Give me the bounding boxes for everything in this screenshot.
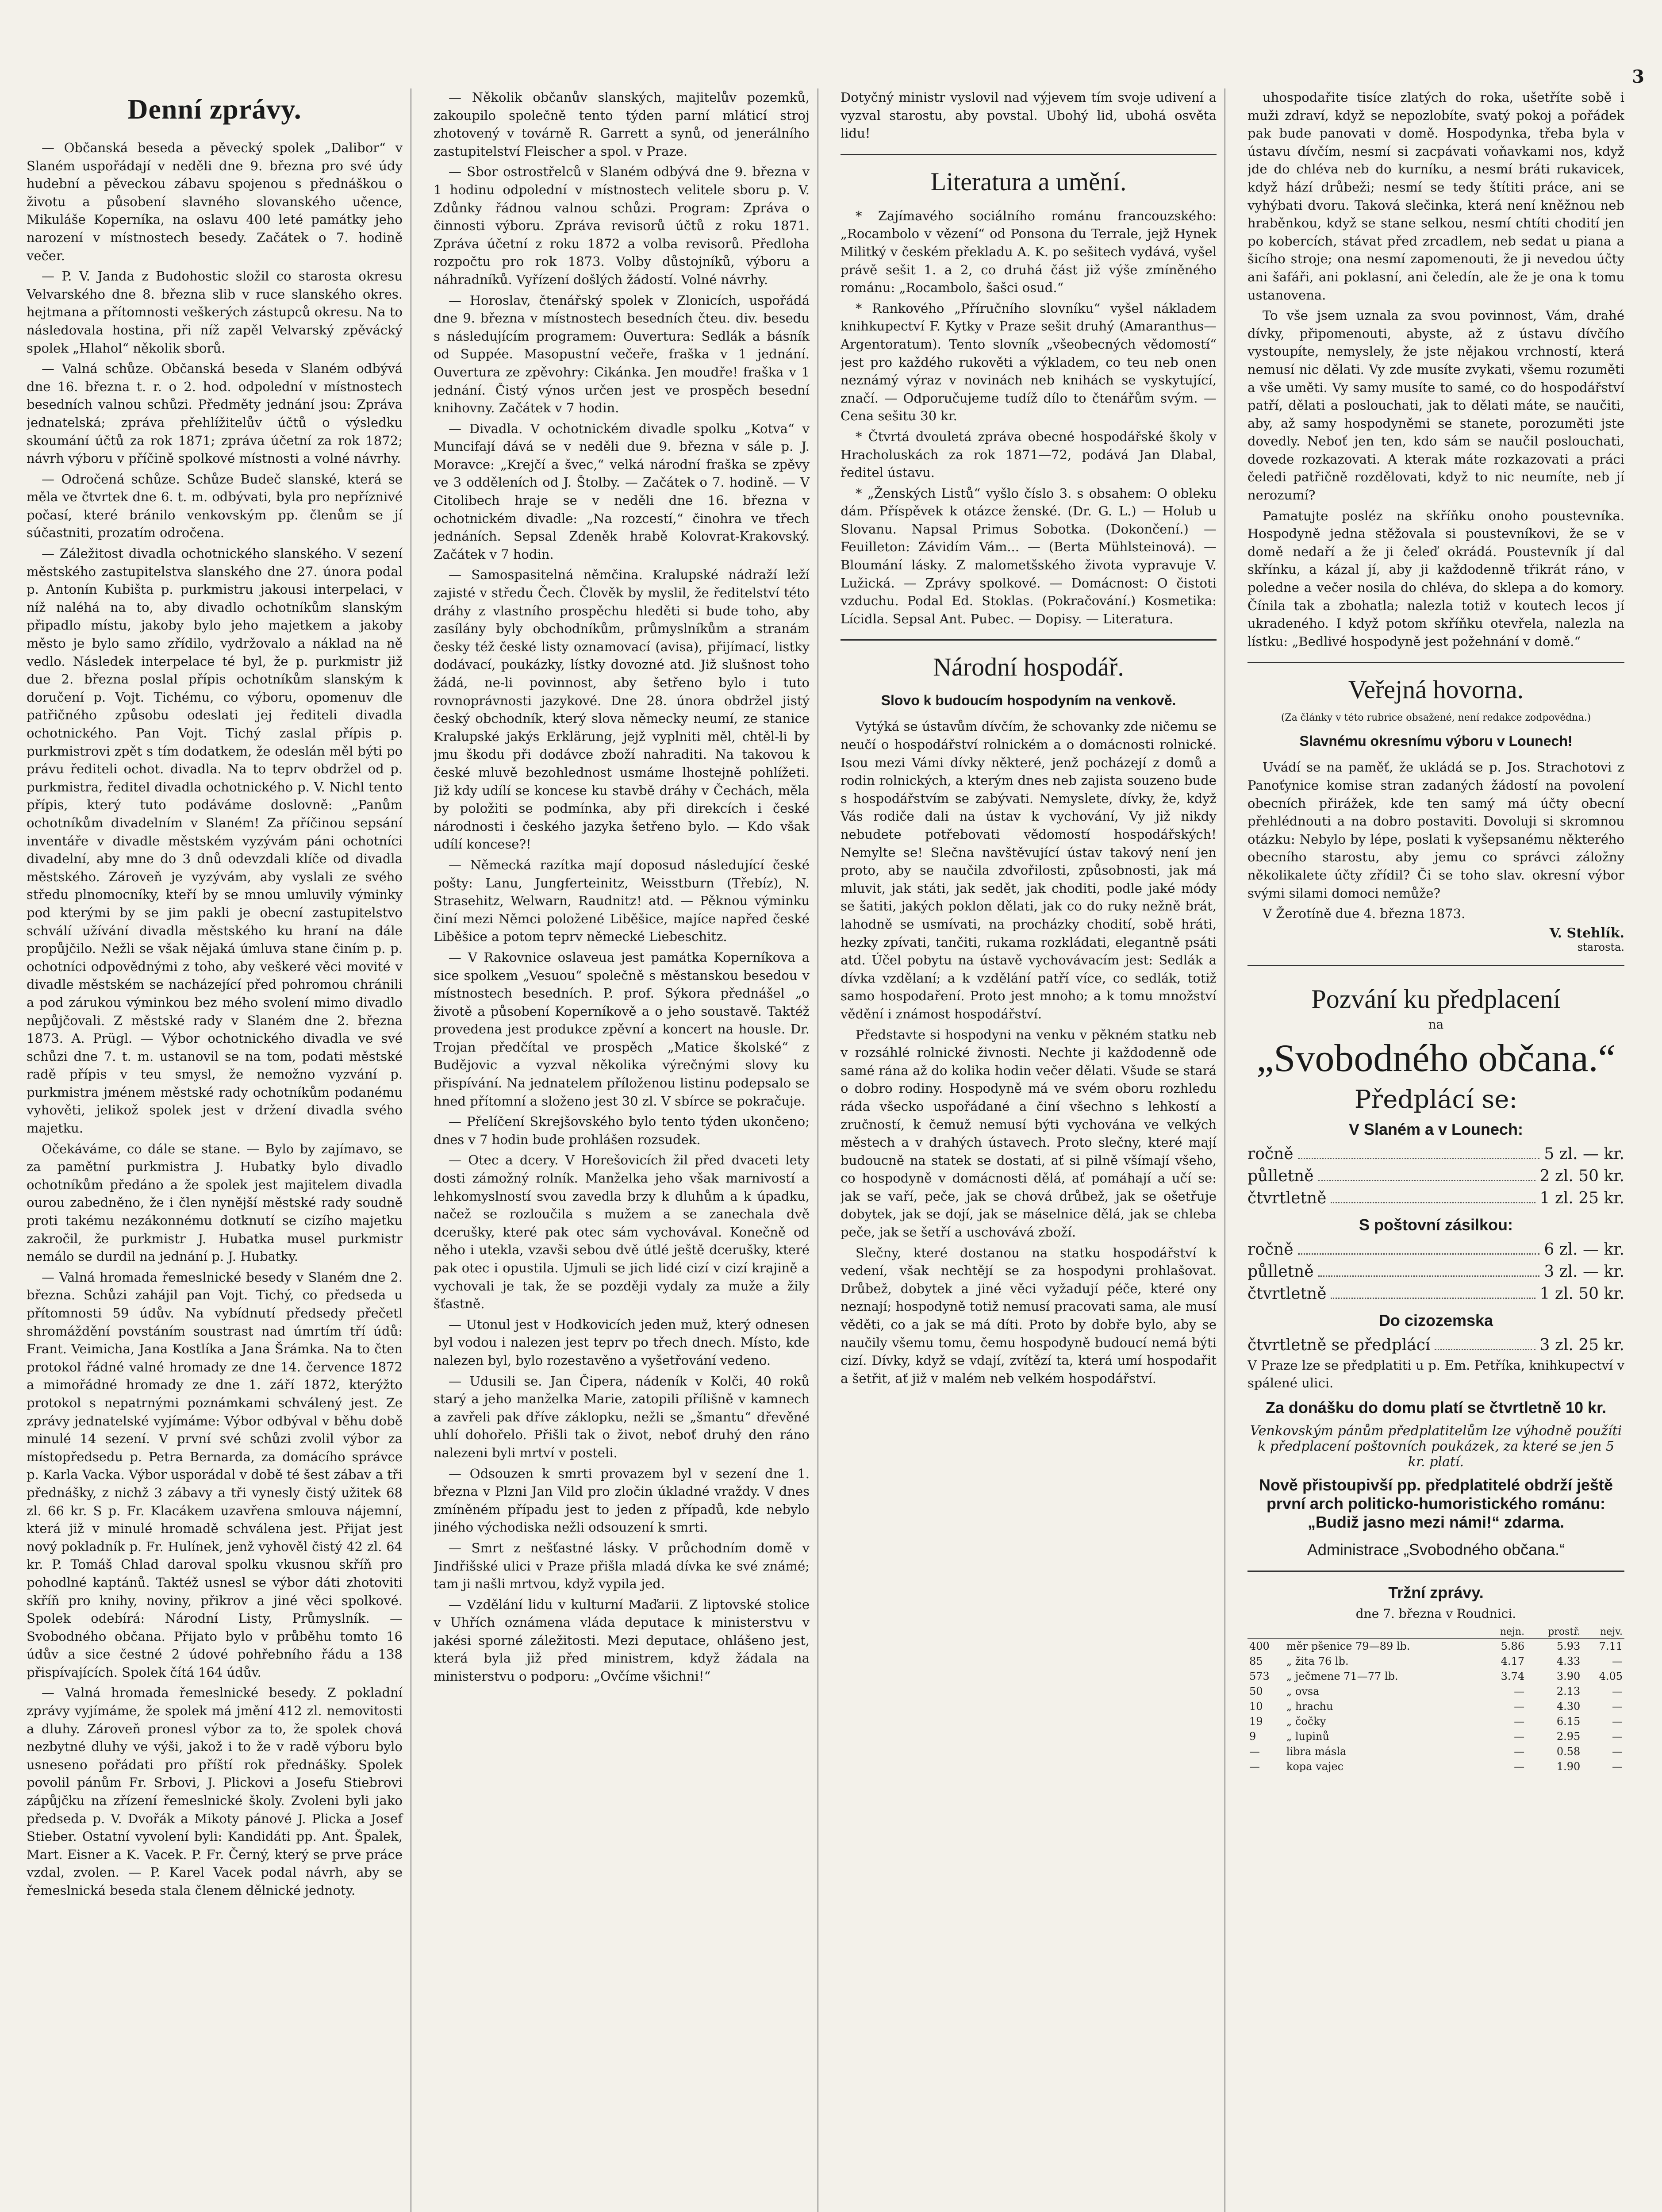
market-cell: — xyxy=(1514,1730,1525,1743)
market-cell: — xyxy=(1612,1700,1623,1713)
market-cell: „ hrachu xyxy=(1286,1700,1333,1713)
price-period: ročně xyxy=(1247,1240,1294,1259)
market-cell: „ čočky xyxy=(1286,1715,1326,1728)
price-row xyxy=(1247,1187,1624,1210)
subscription-ad xyxy=(1247,984,1624,1559)
market-cell: — xyxy=(1612,1760,1623,1773)
section-heading-verejna-hovorna: Veřejná hovorna. xyxy=(1348,675,1524,704)
news-item: — Valná hromada řemeslnické besedy v Slaném dne 2. března. Schůzi zahájil pan Vojt. Tichý, co předseda u přítomnosti 59 údův. Na vybídnutí předsedy přečetl shromáždění povstáním soustrast nad úmrtím tří údů: Frant. Veimicha, Jana Kostlíka a Jana Šrámka. Na to čten protokol řádné valné hromady ze dne 14. července 1872 a mimořádné hromady ze dne 1. září 1872, kterýžto protokol s nepatrnými poznámkami schválený jest. Ze zprávy jednatelské vyjímáme: Výbor odbýval v běhu době minulé 14 sezení. V první své schůzi zvolil výbor za místopředsedu p. Petra Bernarda, za domácího správce p. Karla Vacka. Výbor usporádal v době té šest zábav a tři přednášky, z nichž 3 zábavy a tři vynesly čistý užitek 68 zl. 66 kr. S p. Fr. Klacákem uzavřena smlouva nájemní, která již v minulé hromadě schválena jest. Přijat jest nový pokladník p. Fr. Hulínek, jenž vyhověl čistý 42 zl. 64 kr. P. Tomáš Chlad daroval spolku vkusnou skříň pro pohodlné kaptánů. Taktéž usnesl se výbor dáti zhotoviti skříň pro knihy, noviny, přikrov a jiné věci spolkové. Spolek odebírá: Národní Listy, Průmyslník. — Svobodného občana. Přijato bylo v průběhu tomto 16 údův a sice čestné 2 údové pohřebního řádu a 138 přispívajících. Spolek čítá 164 údův. xyxy=(27,1269,403,1680)
news-item: — Horoslav, čtenářský spolek v Zlonicích, uspořádá dne 9. března v místnostech besedních čteu. div. besedu s následujícím programem: Ouvertura: Sedlák a básník od Suppée. Masopustní večeře, fraška v 1 jednání. Ouvertura ze zpěvohry: Cikánka. Jen moudře! fraška v 1 jednání. Čistý výnos určen jest ve prospěch besední knihovny. Začátek v 7 hodin. xyxy=(434,292,810,416)
news-item: — Valná hromada řemeslnické besedy. Z pokladní zprávy vyjímáme, že spolek má jmění 412 zl. nemovitosti a dluhy. Zároveň pronesl výbor za to, že spolek chová nezbytné dluhy ve výši, jakož i to že v radě výboru bylo usneseno pořádati pro příští rok přednášky. Spolek povolil pánům Fr. Srbovi, J. Plickovi a Josefu Stiebrovi zápůjčku na zřízení řemeslnické školy. Zvoleni byli jako předseda p. V. Dvořák a Mikoty pánové J. Plicka a Josef Stieber. Ostatní vyvolení byli: Kandidáti pp. Ant. Špalek, Mart. Eisner a K. Vacek. P. Fr. Černý, který se prve práce vzdal, zvolen. — P. Karel Vacek podal návrh, aby se řemeslnická beseda stala členem dělnické jednoty. xyxy=(27,1685,403,1898)
news-item: — Divadla. V ochotnickém divadle spolku „Kotva“ v Muncifají dává se v neděli due 9. března v sále p. J. Moravce: „Krejčí a švec,“ velká národní fraška se zpěvy ve 3 odděleních od J. Štolby. — Začátek o 7. hodině. — V Citolibech hraje se v neděli dne 16. března v ochotnickém divadle: „Na rozcestí,“ činohra ve třech jednáních. Sepsal Zdeněk hrabě Kolovrat-Krakovský. Začátek v 7 hodin. xyxy=(434,421,810,562)
market-cell: 4.33 xyxy=(1556,1655,1581,1667)
letter-date: V Žerotíně due 4. března 1873. xyxy=(1263,906,1466,922)
market-cell: 6.15 xyxy=(1556,1715,1581,1728)
market-cell: 4.05 xyxy=(1599,1670,1623,1682)
economy-article-continued xyxy=(1247,88,1624,650)
news-item: — Udusili se. Jan Čipera, nádeník v Kolči, 40 roků starý a jeho manželka Marie, zatopili přílišně v kamnech a zavřeli pak dříve záklopku, nežli se „šmantu“ dřevěné uhlí dohořelo. Přišli tak o život, neboť druhý den ráno nalezeni byli mrtví v posteli. xyxy=(434,1373,810,1460)
market-row xyxy=(1247,1759,1624,1774)
market-row xyxy=(1247,1714,1624,1729)
price-row xyxy=(1247,1239,1624,1261)
divider xyxy=(841,639,1217,641)
news-item: — Přelíčení Skrejšovského bylo tento týden ukončeno; dnes v 7 hodin bude prohlášen rozsudek. xyxy=(434,1114,810,1147)
ad-newspaper-name: „Svobodného občana.“ xyxy=(1256,1037,1616,1080)
price-amount: 1 zl. 25 kr. xyxy=(1539,1189,1624,1207)
newspaper-page xyxy=(27,88,1632,2212)
column-2 xyxy=(434,88,818,2212)
price-amount: 5 zl. — kr. xyxy=(1544,1144,1624,1163)
market-cell: 50 xyxy=(1249,1685,1263,1697)
ad-section-abroad: Do cizozemska xyxy=(1378,1311,1493,1329)
leader-dots xyxy=(1298,1143,1540,1159)
market-cell: — xyxy=(1612,1685,1623,1697)
price-period: ročně xyxy=(1247,1144,1294,1163)
price-amount: 3 zl. 25 kr. xyxy=(1539,1336,1624,1354)
market-cell: 4.17 xyxy=(1501,1655,1525,1667)
divider xyxy=(841,154,1217,155)
market-row xyxy=(1247,1699,1624,1714)
literature-item: * Zajímavého sociálního románu francouzského: „Rocambolo v vězení“ od Ponsona du Terrale, jejž Hynek Militký v českém překladu A. K. po sešitech vydává, vyšel právě sešit 1. a 2, co druhá část již výše zmíněného románu: „Rocambolo, šašci osud.“ xyxy=(841,208,1217,296)
market-row xyxy=(1247,1744,1624,1759)
leader-dots xyxy=(1331,1187,1535,1203)
editorial-note: (Za články v této rubrice obsažené, není redakce zodpovědna.) xyxy=(1281,712,1591,724)
column-1 xyxy=(27,88,411,2212)
market-table-body xyxy=(1247,1638,1624,1774)
letter-signature: V. Stehlík. xyxy=(1549,925,1624,941)
market-cell: — xyxy=(1612,1655,1623,1667)
market-column-header: prostř. xyxy=(1526,1625,1582,1639)
article-paragraph: Představte si hospodyni na venku v pěkném statku neb v rozsáhlé rolnické živnosti. Nechte ji každodenně ode samé rána až do kolika hodin večer dělati. Všude se stará o dobro rodiny. Hospodyně má ve svém oboru rozhledu ráda všecko uspořádané a činí všechno s lehkostí a zručností, k čemuž nemusí býti vychována ve velkých městech a v drahých ústavech. Proto slečny, které mají budoucně na statek se dostati, ať si pilně všímají všeho, co hospodyně v domácnosti dělá, ať pomáhají a učí se: jak se vaří, peče, jak se chová drůbež, jak se ošetřuje dobytek, jak se dojí, jak se máselnice dělá, jak se chleba peče, jak se šetří a uschovává zboží. xyxy=(841,1027,1217,1240)
market-cell: 3.90 xyxy=(1556,1670,1581,1682)
ad-section-post: S poštovní zásilkou: xyxy=(1359,1215,1513,1234)
news-item: — Občanská beseda a pěvecký spolek „Dalibor“ v Slaném uspořádají v neděli dne 9. března pro své údy hudební a pěveckou zábavu spojenou s přednáškou o životu a působení slavného slovanského učence, Mikuláše Koperníka, na oslavu 400 leté památky jeho narození v místnostech besedy. Začátek o 7. hodině večer. xyxy=(27,140,403,263)
article-paragraph: Slečny, které dostanou na statku hospodářství k vedení, však nechtějí se za hospodyni prohlašovat. Drůbež, dobytek a jiné věci vyžadují péče, které ony neznají; hospodyně totiž nemusí pracovati sama, ale musí věděti, co a jak se má díti. Proto by dobře bylo, aby se naučily všemu tomu, čemu hospodyně budoucí nemá býti cizí. Dívky, když se vdají, zvítězí ta, která umí hospodařit a šetřit, ať již v malém neb velkém hospodářství. xyxy=(841,1245,1217,1386)
literature-item: * „Ženských Listů“ vyšlo číslo 3. s obsahem: O obleku dám. Příspěvek k otázce ženské. (Dr. G. L.) — Holub u Slovanu. Napsal Primus Sobotka. (Dokončení.) — Feuilleton: Závidím Vám... — (Berta Mühlsteinová). — Bloumání lásky. Z malometšského života vypravuje V. Lužická. — Zprávy spolkové. — Domácnost: O čistoti vzduchu. Podal Ed. Stoklas. (Pokračování.) Kosmetika: Lícidla. Sepsal Ant. Pubec. — Dopisy. — Literatura. xyxy=(841,485,1217,626)
leader-dots xyxy=(1298,1239,1540,1255)
ad-title: Pozvání ku předplacení xyxy=(1311,984,1561,1014)
news-items xyxy=(27,139,403,1900)
ad-administrace: Administrace „Svobodného občana.“ xyxy=(1307,1540,1565,1559)
ad-nove: Nově přistoupivší pp. předplatitelé obdrží ještě první arch politicko-humoristického románu: „Budiž jasno mezi námi!“ zdarma. xyxy=(1259,1475,1613,1531)
price-period: čtvrtletně xyxy=(1247,1189,1327,1207)
literature-item: * Čtvrtá dvouletá zpráva obecné hospodářské školy v Hracholuskách za rok 1871—72, podává Jan Dlabal, ředitel ústavu. xyxy=(841,429,1217,480)
price-row xyxy=(1247,1143,1624,1165)
ad-praha: V Praze lze se předplatiti u p. Em. Petříka, knihkupectví v spálené ulici. xyxy=(1247,1357,1624,1391)
price-row xyxy=(1247,1334,1624,1356)
market-cell: „ žita 76 lb. xyxy=(1286,1655,1349,1667)
literature-item: * Rankového „Příručního slovníku“ vyšel nákladem knihkupectví F. Kytky v Praze sešit druhý (Amaranthus—Argentoratum). Tento slovník „všeobecných vědomostí“ jest pro každého rukověti a výkladem, co teu neb onen neznámý výraz v novinách neb knihách se vyskytující, značí. — Odporučujeme tudíž dílo to čtenářům svým. — Cena sešitu 30 kr. xyxy=(841,300,1217,424)
market-cell: — xyxy=(1612,1730,1623,1743)
market-table xyxy=(1247,1625,1624,1774)
ad-donaska: Za donášku do domu platí se čtvrtletně 10 kr. xyxy=(1265,1398,1607,1417)
market-cell: „ lupinů xyxy=(1286,1730,1329,1743)
article-paragraph: To vše jsem uznala za svou povinnost, Vám, drahé dívky, připomenouti, abyste, až z ústavu dívčího vystoupíte, nemyslely, že jste nějakou vrchností, která nemusí nic dělati. Vy zde musíte zvykati, všemu rozuměti a vše uměti. Vy samy musíte to samé, co do hospodářství patří, dělati a poslouchati, jak to dělati máte, se naučiti, aby, až samy hospodyněmi se stanete, porozuměti jste dovedly. Neboť jen ten, kdo sám se naučil poslouchati, dovede rozkazovati. A kterak máte rozkazovati a práci čeledi patřičně rozdělovati, když to nic neumíte, neb jí nerozumí? xyxy=(1247,308,1624,503)
market-cell: 1.90 xyxy=(1556,1760,1581,1773)
price-row xyxy=(1247,1283,1624,1305)
market-cell: 19 xyxy=(1249,1715,1263,1728)
market-row xyxy=(1247,1638,1624,1654)
ad-venkov: Venkovským pánům předplatitelům lze výhodně použíti k předplacení poštovních poukázek, za které se jen 5 kr. platí. xyxy=(1250,1423,1622,1470)
news-item: — Záležitost divadla ochotnického slanského. V sezení městského zastupitelstva slanského dne 27. února podal p. Antonín Kubišta p. purkmistru jakousi interpelaci, v níž naléhá na to, aby divadlo ochotníkům slanským připadlo místu, jakoby bylo jeho majetkem a jakoby město je bylo samo zřídilo, vydržovalo a náklad na ně vedlo. Následek interpelace té byl, že p. purkmistr již due 2. března poslal přípis ochotníkům slanským k doručení p. Vojt. Tichému, co výboru, opomenuv dle patřičného způsobu odeslati jej řediteli divadla ochotnického. Pan Vojt. Tichý zaslal přípis p. purkmistrovi zpět s tím dodatkem, že odeslán měl býti po právu řediteli ochot. divadla. Na to teprv obdržel od p. purkmistra, ředitel divadla ochotnického p. V. Nichl tento přípis, který tuto podáváme doslovně: „Panům ochotníkům divadelním v Slaném! Za příčinou sepsání inventáře v divadle městském vyzývám páni ochotníci divadelní, aby mne do 3 dnů odevzdali klíče od divadla městského. Zároveň je vyzývám, aby vyslali ze svého středu plnomocníky, kteří by se mnou umluvily výminky pod kterými by se jim pakli je obecní zastupitelstvo schválí užívání divadla městského ku hraní na dále propůjčilo. Nežli se však nějaká úmluva stane činím p. p. ochotníci odpovědnými z toho, aby veškeré věci movité v divadle městském se nacházející před pohromou chránili a pod zárukou výminkou bez mého svolení mimo divadlo nepůjčovali. Z městské rady v Slaném dne 2. března 1873. A. Prügl. — Výbor ochotnického divadla ve své schůzi dne 7. t. m. ustanovil se na tom, podati městské radě přípis v teu smysl, že nemožno vyzvání p. purkmistra jménem městské rady ochotníkům podanému vyhověti, jelikož spolek jest v držení divadla svého majetku. xyxy=(27,546,403,1136)
page-number: 3 xyxy=(1632,66,1644,87)
news-item: — Samospasitelná němčina. Kralupské nádraží leží zajisté v středu Čech. Člověk by myslil, že ředitelství této dráhy z vlastního prospěchu hleděti si bude toho, aby zasílány byly obchodníkům, průmyslníkům a stranám česky též české listy oznamovací (avisa), přijímací, listky dodávací, poukázky, lístky dovozné atd. Již slušnost toho žádá, ne-li povinnost, aby šetřeno bylo i tuto rovnoprávnosti jazykové. Dne 28. února obdržel jistý český obchodník, který slova německy neumí, ze stanice Kralupské jakýs Erklärung, jejž vyplniti měl, chtěl-li by jmu škodu při dodávce zboží nahraditi. Na takovou k české mluvě bezohlednost usmáme lhostejně pohlížeti. Již kdy udílí se koncese ku stavbě dráhy v Čechách, měla by položiti se podmínka, aby při direkcích i české národnosti i českého jazyka šetřeno bylo. — Kdo však udílí koncese?! xyxy=(434,567,810,852)
market-cell: 5.93 xyxy=(1556,1640,1581,1652)
market-cell: měr pšenice 79—89 lb. xyxy=(1286,1640,1410,1652)
market-column-header: nejv. xyxy=(1582,1625,1624,1639)
news-item: — Odročená schůze. Schůze Budeč slanské, která se měla ve čtvrtek dne 6. t. m. odbývati, byla pro nepříznivé počasí, které bránilo venkovským pp. členům se jí súčastniti, prozatím odročena. xyxy=(27,471,403,541)
market-cell: kopa vajec xyxy=(1286,1760,1344,1773)
market-cell: — xyxy=(1612,1715,1623,1728)
market-cell: — xyxy=(1612,1745,1623,1758)
market-row xyxy=(1247,1669,1624,1684)
market-cell: 0.58 xyxy=(1556,1745,1581,1758)
market-cell: — xyxy=(1514,1685,1525,1697)
letter-body: Uvádí se na paměť, že ukládá se p. Jos. Strachotovi z Panoťynice komise stran zadaných žádostí na povolení obecních přirážek, kde ten samý má účty obecní přehlédnouti a na dobro postaviti. Dovoluji si skromnou otázku: Nebylo by lépe, poslati k vyšepsanému některého obecního starostu, aby jemu co správci záložny několikalete účty zřídil? Či se toho slav. okresní výbor svými silami domoci nemůže? xyxy=(1247,760,1624,901)
literature-items xyxy=(841,207,1217,628)
price-amount: 6 zl. — kr. xyxy=(1544,1240,1624,1259)
article-paragraph: uhospodařite tisíce zlatých do roka, ušetříte sobě i muži zdraví, když se nepozlobíte, svatý pokoj a pořádek pak bude panovati v domě. Hospodynka, třeba byla v ústavu dívčím, nesmí si zacpávati voňavkami nos, když jde do chléva neb do kurníku, a nesmí bráti rukavicek, když hází drůbeži; nesmí se tedy štítiti práce, ani se vyhýbati dvoru. Taková slečinka, která není kněžnou neb hraběnkou, když se stane selkou, nesmí chtíti chodití jen po kobercích, stávat před zrcadlem, neb sedat u piana a šicího stroje; ona nesmí zapomenouti, že ji nevedou účty ani šafáři, ani poklasní, ani čeledín, ale že je ona k tomu ustanovena. xyxy=(1247,90,1624,303)
column-3 xyxy=(841,88,1225,2212)
market-cell: 10 xyxy=(1249,1700,1263,1713)
market-cell: 85 xyxy=(1249,1655,1263,1667)
ad-section-local: V Slaném a v Lounech: xyxy=(1348,1120,1524,1138)
news-item: — Valná schůze. Občanská beseda v Slaném odbývá dne 16. března t. r. o 2. hod. odpolední v místnostech besedních valnou schůzi. Předměty jednání jsou: Zpráva jednatelská; zpráva přehlížitelův účtů o výsledku skoumání účtů za rok 1871; zpráva účetní za rok 1872; návrh výboru v příčině spolkové místnosti a volné návrhy. xyxy=(27,361,403,466)
news-items-continued xyxy=(434,88,810,1686)
news-item: — V Rakovnice oslaveua jest památka Koperníkova a sice spolkem „Vesuou“ společně s městanskou besedou v místnostech besedních. P. prof. Sýkora přednášel „o životě a působení Koperníkově a o jeho soustavě. Taktéž provedena jest produkce zpěvní a koncert na housle. Dr. Trojan předčítal ve prospěch „Matice školské“ z Budějovic a vyzval několika výrečnými slovy ku přispívání. Na jednatelem příloženou listinu podepsalo se hned přítomní a složeno jest 30 zl. V sbírce se pokračuje. xyxy=(434,949,810,1109)
price-amount: 2 zl. 50 kr. xyxy=(1539,1167,1624,1185)
market-cell: 5.86 xyxy=(1501,1640,1525,1652)
news-item: — P. V. Janda z Budohostic složil co starosta okresu Velvarského dne 8. března slib v ruce slanského okres. hejtmana a přítomnosti veškerých zástupců okresu. Na to následovala hostina, při níž zapěl Velvarský zpěvácký spolek „Hlahol“ několik sborů. xyxy=(27,269,403,356)
market-heading: Tržní zprávy. xyxy=(1388,1583,1484,1601)
news-item: — Německá razítka mají doposud následující české pošty: Lanu, Jungferteinitz, Weisstburn (Třebíz), N. Strasehitz, Welwarn, Raudnitz! atd. — Pěknou výminku činí mezi Němci položené Liběšice, majíce napřed české Liběšice a potom teprv německé Liebeschitz. xyxy=(434,857,810,945)
market-cell: „ ovsa xyxy=(1286,1685,1320,1697)
market-cell: 400 xyxy=(1249,1640,1270,1652)
news-item: — Smrt z nešťastné lásky. V průchodním domě v Jindřišské ulici v Praze přišla mladá dívka ke své známé; tam ji našli mrtvou, když vypila jed. xyxy=(434,1540,810,1592)
news-item: — Sbor ostrostřelců v Slaném odbývá dne 9. března v 1 hodinu odpolední v místnostech velitele sboru p. V. Zdůnky řádnou valnou schůzi. Program: Zpráva o činnosti výboru. Zpráva revisorů účtů z roku 1871. Zpráva účetní z roku 1872 a volba revisorů. Předloha rozpočtu pro rok 1873. Volby důstojníků, výboru a náhradníků. Vyřízení došlých žádostí. Volné návrhy. xyxy=(434,164,810,287)
market-cell: — xyxy=(1249,1760,1260,1773)
ad-predplaci: Předplácí se: xyxy=(1354,1085,1518,1114)
market-cell: 4.30 xyxy=(1556,1700,1581,1713)
price-period: půlletně xyxy=(1247,1167,1314,1185)
section-heading-narodni-hospodar: Národní hospodář. xyxy=(933,653,1124,682)
news-item: — Několik občanův slanských, majitelův pozemků, zakoupilo společně tento týden parní mláticí stroj zhotovený v továrně R. Garrett a synů, od jenerálního zastupitelství Fleischer a spol. v Praze. xyxy=(434,90,810,159)
price-period: čtvrtletně se předplácí xyxy=(1247,1336,1431,1354)
market-cell: — xyxy=(1514,1700,1525,1713)
market-column-header xyxy=(1285,1625,1483,1639)
market-table-header xyxy=(1247,1625,1624,1639)
news-item: — Odsouzen k smrti provazem byl v sezení dne 1. března v Plzni Jan Vild pro zločin úkladné vraždy. V dnes zmíněném případu jest to jeden z případů, kde nebylo jiného východiska nežli odsouzení k smrti. xyxy=(434,1466,810,1535)
market-column-header: nejn. xyxy=(1483,1625,1526,1639)
news-item: — Utonul jest v Hodkovicích jeden muž, který odnesen byl vodou i nalezen jest teprv po třech dnech. Místo, kde nalezen byl, bylo rozestavěno a vyšetřování vedeno. xyxy=(434,1317,810,1368)
price-list-local xyxy=(1247,1143,1624,1210)
leader-dots xyxy=(1318,1165,1535,1181)
market-cell: „ ječmene 71—77 lb. xyxy=(1286,1670,1398,1682)
divider xyxy=(1247,1571,1624,1572)
market-row xyxy=(1247,1729,1624,1744)
price-amount: 1 zl. 50 kr. xyxy=(1539,1284,1624,1303)
market-cell: libra másla xyxy=(1286,1745,1347,1758)
article-paragraph: Pamatujte posléz na skříňku onoho poustevníka. Hospodyně jedna stěžovala si poustevníkovi, že se v domě nedaří a že ji čeleď okrádá. Poustevník jí dal skřínku, a kázal jí, aby ji každodenně třikrát ráno, v poledne a večer nosila do chléva, do sklepa a do komory. Čínila tak a zbohatla; nalezla totiž v koutech lecos jí ukradeného. I když potom skříňku otevřela, nalezla na lístku: „Bedlivé hospodyně jest požehnání v domě.“ xyxy=(1247,508,1624,649)
market-column-header xyxy=(1247,1625,1285,1639)
article-subheading: Slovo k budoucím hospodyním na venkově. xyxy=(881,692,1176,709)
column-4 xyxy=(1247,88,1632,2212)
price-row xyxy=(1247,1165,1624,1187)
market-cell: 573 xyxy=(1249,1670,1270,1682)
leader-dots xyxy=(1331,1283,1535,1299)
price-amount: 3 zl. — kr. xyxy=(1544,1262,1624,1281)
news-item: — Otec a dcery. V Horešovicích žil před dvaceti lety dosti zámožný rolník. Manželka jeho však marnivostí a lehkomyslností svou zavedla brzy k dluhům a k úpadku, načež se rozloučila s mužem a se zanechala dvě dcerušky, které pak otec sám vychovával. Konečně od něho i utekla, vzavši sebou dvě útlé ještě dcerušky, které pak otec i opustila. Ujmuli se jich lidé cizí v cizí krajině a vychovali je tak, že se později vydaly za muže a žily šťastně. xyxy=(434,1152,810,1312)
divider xyxy=(1247,965,1624,966)
price-period: čtvrtletně xyxy=(1247,1284,1327,1303)
market-row xyxy=(1247,1684,1624,1699)
market-cell: 2.95 xyxy=(1556,1730,1581,1743)
market-row xyxy=(1247,1654,1624,1669)
market-cell: 3.74 xyxy=(1501,1670,1525,1682)
price-list-post xyxy=(1247,1239,1624,1305)
leader-dots xyxy=(1435,1334,1535,1350)
leader-dots xyxy=(1318,1261,1540,1277)
price-row xyxy=(1247,1261,1624,1283)
market-cell: — xyxy=(1514,1760,1525,1773)
letter-signature-title: starosta. xyxy=(1577,941,1624,953)
market-cell: 7.11 xyxy=(1599,1640,1623,1652)
news-item: — Vzdělání lidu v kulturní Maďarii. Z liptovské stolice v Uhřích oznámena vláda deputace k ministerstvu v jakési sporné záležitosti. Mezi deputace, ohlášeno jest, která byla již před ministrem, když žádala na ministerstvu o podporu: „Ovčíme všichni!“ xyxy=(434,1597,810,1684)
lead-paragraph: Dotyčný ministr vyslovil nad výjevem tím svoje udivení a vyzval starostu, aby povstal. Ubohý lid, ubohá osvěta lidu! xyxy=(841,90,1217,141)
section-heading-literatura: Literatura a umění. xyxy=(930,167,1127,196)
letter-addressee: Slavnému okresnímu výboru v Lounech! xyxy=(1299,733,1573,749)
news-item: Očekáváme, co dále se stane. — Bylo by zajímavo, se za pamětní purkmistra J. Hubatky bylo divadlo ochotníkům předáno a že spolek jest majitelem divadla ourou zabedněno, že i člen nynější městské rady soudně proti takému nezákonnému dotknutí se cizího majetku zakročil, že purkmistr J. Hubatka musel purkmistr nemálo se durdil na jednání p. J. Hubatky. xyxy=(27,1141,403,1264)
market-cell: 9 xyxy=(1249,1730,1256,1743)
article-paragraph: Vytýká se ústavům dívčím, že schovanky zde ničemu se neučí o hospodářství rolnickém a o domácnosti rolnické. Isou mezi Vámi dívky některé, jenž pocházejí z domů a rodin rolnických, a kterým dnes neb zajista souzeno bude s hospodářstvím se zabývati. Nemyslete, dívky, že, když Vás rodiče dali na ústav k vychování, Vy již nikdy nebudete potřebovati vědomostí hospodářských! Nemylte se! Slečna navštěvující ústav takový není jen proto, aby se naučila zdvořilosti, způsobnosti, jak má mluvit, jak státi, jak sedět, jak choditi, podle jaké módy se šatiti, jakých poklon dělati, jak co do ruky nežně brát, lahodně se usmívati, na procházky chodití, sobě hráti, hezky zpívati, tančiti, rukama rozkládati, elegantně psáti atd. Účel pobytu na ústavě vychovávacím jest: Sedlák a dívka vzdělaní; a k vzdělání patří více, co sedlák, totiž samo hospodaření. Proto jest mnoho; a k tomu množství vědění i známost hospodářství. xyxy=(841,719,1217,1022)
market-cell: — xyxy=(1249,1745,1260,1758)
price-period: půlletně xyxy=(1247,1262,1314,1281)
market-cell: 2.13 xyxy=(1556,1685,1581,1697)
ad-na: na xyxy=(1428,1017,1444,1032)
market-cell: — xyxy=(1514,1745,1525,1758)
market-date: dne 7. března v Roudnici. xyxy=(1355,1606,1516,1621)
divider xyxy=(1247,662,1624,663)
section-heading-denni-zpravy: Denní zprávy. xyxy=(127,93,302,125)
economy-article xyxy=(841,718,1217,1387)
price-list-abroad xyxy=(1247,1334,1624,1356)
market-cell: — xyxy=(1514,1715,1525,1728)
